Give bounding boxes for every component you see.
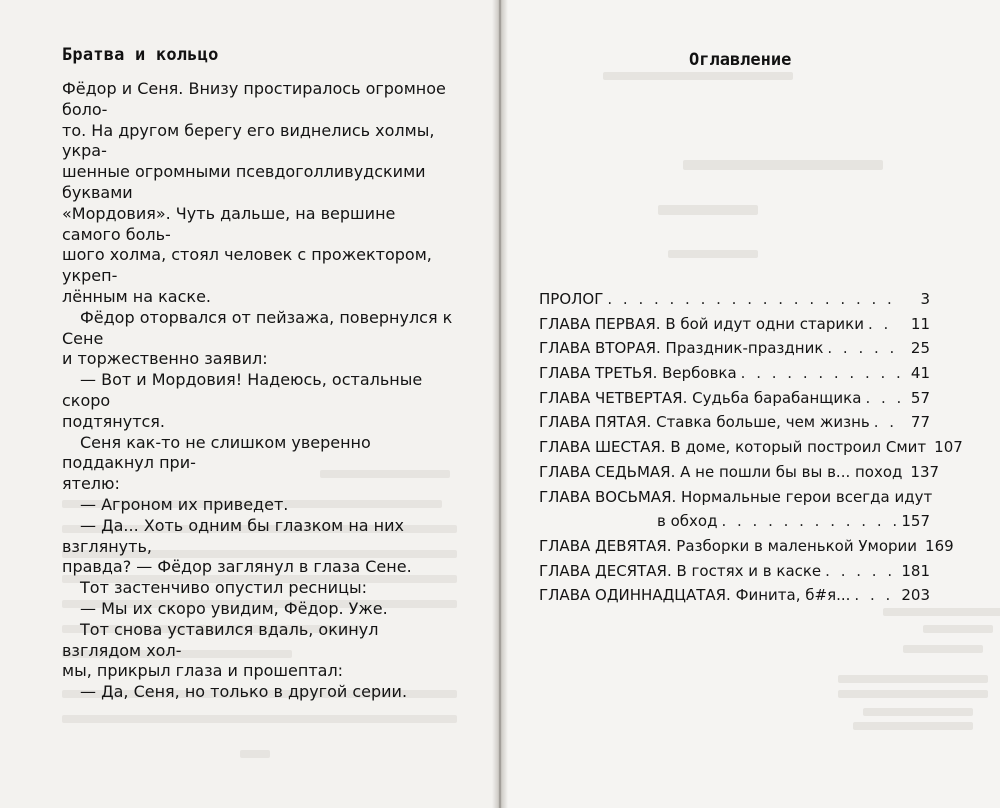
toc-title: Оглавление: [689, 50, 792, 70]
text-line: — Да... Хоть одним бы глазком на них взглянуть,: [62, 515, 405, 556]
chapter-text: [62, 79, 458, 703]
text-line: лённым на каске.: [62, 286, 211, 306]
toc-entry-page: 203: [901, 586, 930, 605]
toc-entry[interactable]: [539, 361, 930, 386]
bleed-through: [903, 645, 983, 653]
toc-entry[interactable]: [539, 312, 930, 337]
text-line: — Вот и Мордовия! Надеюсь, остальные скоро: [62, 370, 423, 410]
leader-dots: [874, 410, 900, 435]
toc-entry[interactable]: [539, 460, 940, 485]
toc-entry[interactable]: [539, 386, 930, 411]
toc-entry-title: ГЛАВА ПЯТАЯ. Ставка больше, чем жизнь: [539, 413, 870, 432]
table-of-contents: [539, 287, 963, 608]
book-gutter: [492, 0, 508, 808]
toc-entry[interactable]: [539, 583, 930, 608]
leader-dots: [868, 312, 900, 337]
toc-entry-page: 157: [901, 512, 930, 531]
toc-entry-title: ГЛАВА СЕДЬМАЯ. А не пошли бы вы в... поход: [539, 462, 903, 481]
text-line: — Да, Сеня, но только в другой серии.: [80, 682, 408, 702]
toc-entry[interactable]: [539, 435, 963, 460]
toc-entry-page: 169: [925, 536, 954, 555]
toc-entry-page: 181: [901, 561, 930, 580]
text-line: ятелю:: [62, 474, 120, 494]
text-line: — Агроном их приведет.: [80, 494, 289, 514]
bleed-through: [863, 708, 973, 716]
toc-entry-title: ГЛАВА ЧЕТВЕРТАЯ. Судьба барабанщика: [539, 388, 862, 407]
bleed-through: [853, 722, 973, 730]
toc-entry-title: в обход: [657, 512, 718, 531]
bleed-through: [658, 205, 758, 215]
bleed-through: [838, 690, 988, 698]
leader-dots: [825, 559, 897, 584]
bleed-through: [683, 160, 883, 170]
toc-entry-title: ГЛАВА ДЕВЯТАЯ. Разборки в маленькой Умории: [539, 536, 918, 555]
leader-dots: [607, 287, 900, 312]
toc-entry-page: 11: [910, 314, 930, 333]
toc-entry-title: ГЛАВА ВОСЬМАЯ. Нормальные герои всегда идут: [539, 487, 933, 506]
bleed-through: [240, 750, 270, 758]
bleed-through: [603, 72, 793, 80]
text-line: правда? — Фёдор заглянул в глаза Сене.: [62, 557, 412, 577]
bleed-through: [62, 715, 457, 723]
toc-entry-page: 107: [934, 438, 963, 457]
toc-entry-continuation[interactable]: [539, 509, 930, 534]
toc-entry-title: ПРОЛОГ: [539, 290, 604, 308]
bleed-through: [883, 608, 1000, 616]
toc-entry-page: 57: [910, 388, 930, 407]
toc-entry-page: 41: [910, 364, 930, 383]
toc-entry-title: ГЛАВА ШЕСТАЯ. В доме, который построил Смит: [539, 438, 927, 457]
bleed-through: [923, 625, 993, 633]
text-line: — Мы их скоро увидим, Фёдор. Уже.: [80, 598, 388, 618]
toc-entry[interactable]: [539, 336, 930, 361]
running-head: Братва и кольцо: [62, 45, 219, 65]
toc-entry-page: 77: [910, 413, 930, 432]
toc-entry-title: ГЛАВА ОДИННАДЦАТАЯ. Финита, б#я...: [539, 586, 851, 605]
toc-entry[interactable]: [539, 534, 954, 559]
toc-entry[interactable]: [539, 287, 930, 312]
left-page: [0, 0, 497, 808]
text-line: «Мордовия». Чуть дальше, на вершине самого боль-: [62, 203, 396, 244]
toc-entry[interactable]: [539, 485, 933, 510]
toc-entry-page: 3: [920, 290, 930, 308]
text-line: Тот снова уставился вдаль, окинул взглядом хол-: [62, 619, 379, 660]
leader-dots: [721, 509, 897, 534]
text-line: и торжественно заявил:: [62, 349, 268, 369]
toc-entry-title: ГЛАВА ПЕРВАЯ. В бой идут одни старики: [539, 314, 864, 333]
text-line: шенные огромными псевдоголливудскими буквами: [62, 162, 426, 202]
bleed-through: [668, 250, 758, 258]
text-line: то. На другом берегу его виднелись холмы, укра-: [62, 120, 435, 161]
text-line: Фёдор и Сеня. Внизу простиралось огромное боло-: [62, 79, 446, 119]
bleed-through: [838, 675, 988, 683]
toc-entry-page: 137: [910, 462, 940, 481]
text-line: Сеня как-то не слишком уверенно поддакнул при-: [62, 432, 371, 473]
text-line: подтянутся.: [62, 411, 166, 431]
toc-entry-title: ГЛАВА ВТОРАЯ. Праздник-праздник: [539, 339, 824, 358]
leader-dots: [827, 336, 900, 361]
text-line: Фёдор оторвался от пейзажа, повернулся к Сене: [62, 307, 453, 348]
text-line: шого холма, стоял человек с прожектором, укреп-: [62, 245, 432, 286]
toc-entry-title: ГЛАВА ДЕСЯТАЯ. В гостях и в каске: [539, 561, 822, 580]
text-line: Тот застенчиво опустил ресницы:: [80, 578, 367, 598]
leader-dots: [865, 386, 900, 411]
leader-dots: [741, 361, 900, 386]
toc-entry[interactable]: [539, 410, 930, 435]
toc-entry-page: 25: [910, 339, 930, 358]
leader-dots: [854, 583, 897, 608]
text-line: мы, прикрыл глаза и прошептал:: [62, 661, 344, 681]
toc-entry-title: ГЛАВА ТРЕТЬЯ. Вербовка: [539, 364, 737, 383]
toc-entry[interactable]: [539, 559, 930, 584]
